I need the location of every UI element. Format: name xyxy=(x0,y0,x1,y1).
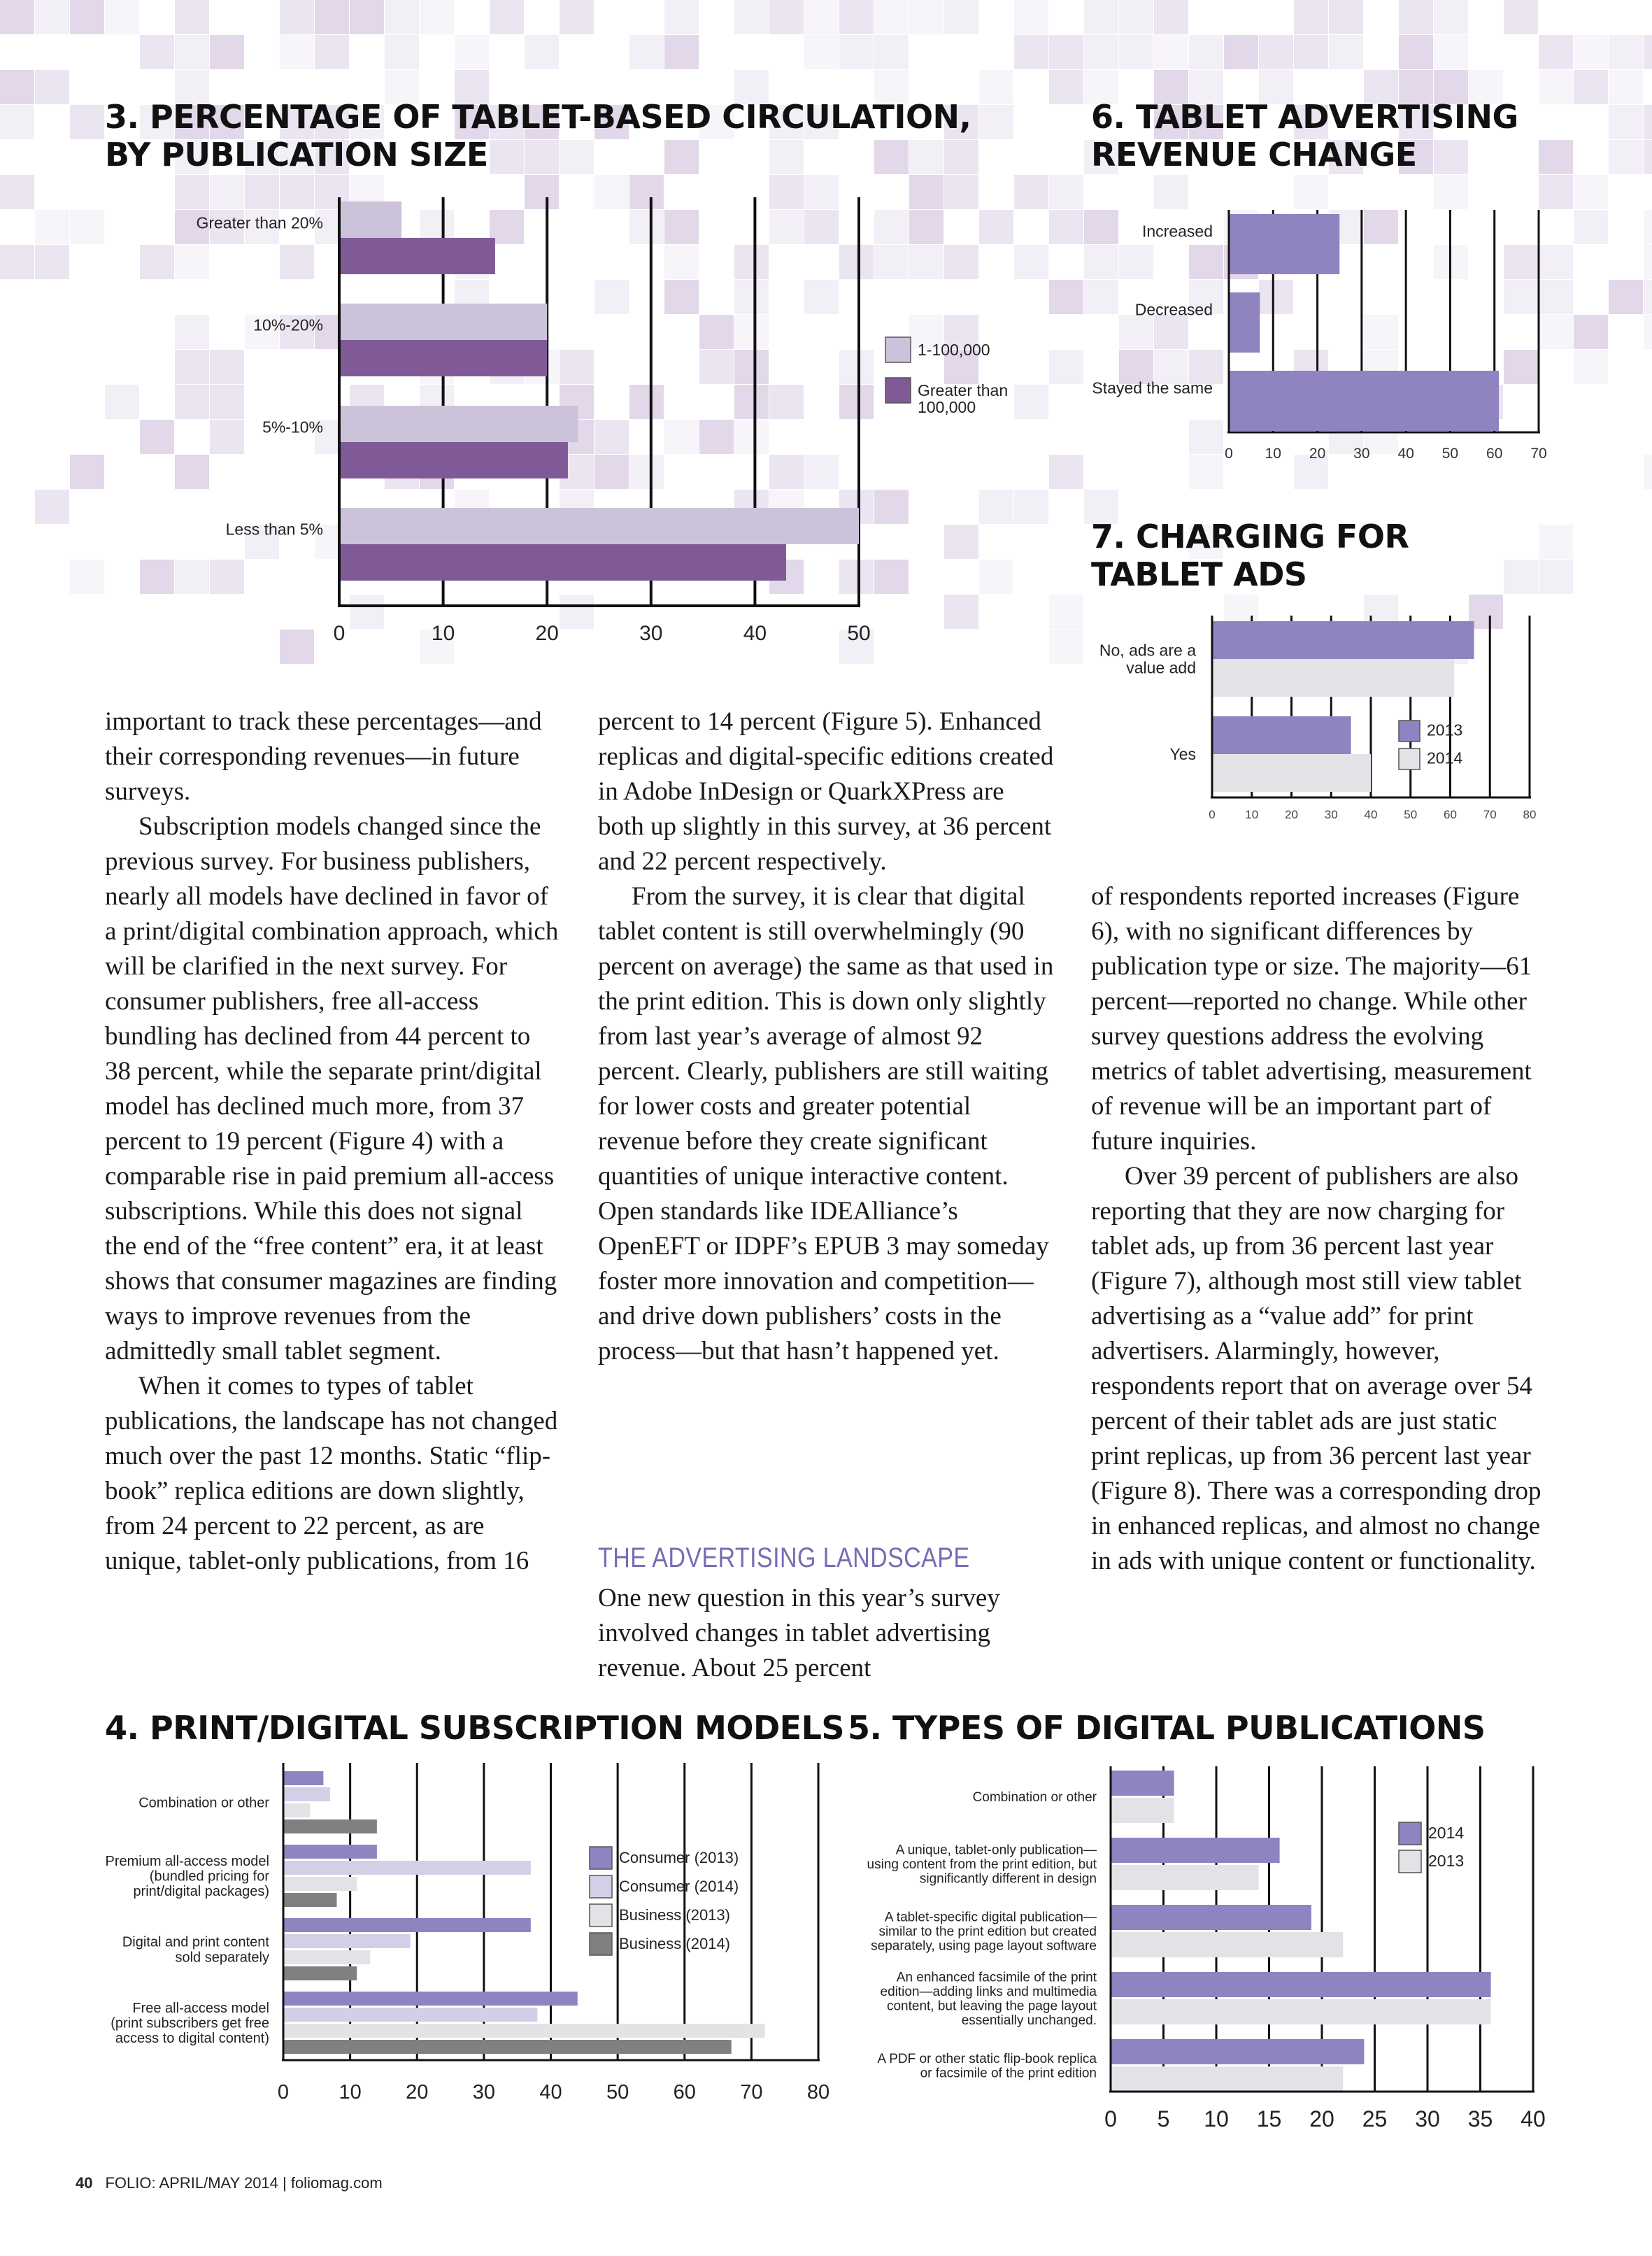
fig4-legend-swatch xyxy=(590,1933,612,1955)
fig6-bar xyxy=(1229,371,1499,431)
fig6-tick-label: 10 xyxy=(1265,446,1281,462)
fig5-bar xyxy=(1111,1905,1311,1930)
fig7-category-label: value add xyxy=(1126,658,1196,677)
fig4-bar xyxy=(283,1787,330,1801)
fig3-bar xyxy=(339,544,786,581)
fig7-legend-swatch xyxy=(1399,749,1420,769)
fig4-bar xyxy=(283,1966,357,1980)
fig6-tick-label: 40 xyxy=(1397,446,1414,462)
fig6-title-line1: 6. TABLET ADVERTISING xyxy=(1091,98,1518,136)
fig6-tick-label: 70 xyxy=(1530,446,1547,462)
fig5-category-label: similar to the print edition but created xyxy=(878,1924,1097,1940)
article-column-2-continued xyxy=(598,1581,1056,1686)
fig5-category-label: A PDF or other static flip-book replica xyxy=(877,2051,1097,2066)
fig3-category-label: 5%-10% xyxy=(262,418,323,437)
fig6-category-label: Increased xyxy=(1141,222,1213,241)
fig5-tick-label: 10 xyxy=(1204,2106,1229,2131)
col1-paragraph: important to track these percentages—and their corresponding revenues—in future surveys. xyxy=(105,707,542,806)
fig5-legend-label: 2014 xyxy=(1428,1824,1465,1843)
fig4-bar xyxy=(283,1845,377,1859)
fig3-tick-label: 0 xyxy=(333,622,346,645)
article-column-1 xyxy=(105,704,560,1579)
fig3-title-line1: 3. PERCENTAGE OF TABLET-BASED CIRCULATION, xyxy=(105,98,971,136)
fig5-bar xyxy=(1111,1932,1343,1957)
fig5-bar xyxy=(1111,1838,1280,1863)
fig7-legend-swatch xyxy=(1399,721,1420,742)
fig3-bar xyxy=(339,508,859,544)
fig7-bar xyxy=(1212,621,1474,659)
fig5-bar xyxy=(1111,1972,1491,1997)
fig5-tick-label: 25 xyxy=(1362,2106,1388,2131)
fig4-tick-label: 50 xyxy=(606,2081,629,2104)
fig7-tick-label: 10 xyxy=(1245,808,1259,821)
fig5-bar xyxy=(1111,1798,1174,1823)
fig4-tick-label: 40 xyxy=(539,2081,562,2104)
fig5-tick-label: 15 xyxy=(1256,2106,1282,2131)
fig4-tick-label: 80 xyxy=(806,2081,830,2104)
fig3-bar xyxy=(339,304,547,340)
fig5-bar xyxy=(1111,1865,1258,1890)
fig6-category-label: Stayed the same xyxy=(1092,378,1213,397)
fig5-bar xyxy=(1111,2066,1343,2092)
fig7-tick-label: 40 xyxy=(1364,808,1378,821)
page-footer xyxy=(76,2174,383,2192)
fig6-title-line2: REVENUE CHANGE xyxy=(1091,136,1417,173)
fig4-category-label: Free all-access model xyxy=(132,2000,269,2016)
fig6-tick-label: 0 xyxy=(1225,446,1233,462)
fig4-category-label: Premium all-access model xyxy=(105,1853,269,1869)
fig5-bar xyxy=(1111,2039,1364,2064)
fig4-bar xyxy=(283,1893,337,1907)
fig6-tick-label: 60 xyxy=(1486,446,1503,462)
fig4-bar xyxy=(283,1819,377,1833)
fig4-title: 4. PRINT/DIGITAL SUBSCRIPTION MODELS xyxy=(105,1709,845,1747)
fig4-legend-swatch xyxy=(590,1904,612,1927)
fig4-tick-label: 30 xyxy=(472,2081,496,2104)
fig3-category-label: 10%-20% xyxy=(253,315,323,334)
fig3-bar xyxy=(339,201,401,238)
fig5-category-label: essentially unchanged. xyxy=(961,2013,1097,2028)
fig5-legend-swatch xyxy=(1399,1822,1421,1845)
fig5-tick-label: 30 xyxy=(1415,2106,1440,2131)
fig7-bar xyxy=(1212,716,1351,754)
fig3-tick-label: 50 xyxy=(847,622,871,645)
fig5-category-label: A tablet-specific digital publication— xyxy=(884,1910,1097,1925)
fig4-bar xyxy=(283,1877,357,1891)
fig3-bar xyxy=(339,238,495,274)
fig5-legend-swatch xyxy=(1399,1850,1421,1873)
fig3-bar xyxy=(339,340,547,376)
fig4-category-label: Combination or other xyxy=(138,1795,269,1811)
fig7-bar xyxy=(1212,659,1454,697)
fig6-tick-label: 20 xyxy=(1309,446,1326,462)
fig7-category-label: No, ads are a xyxy=(1099,641,1196,660)
fig7-bar xyxy=(1212,754,1371,792)
fig4-legend-label: Consumer (2014) xyxy=(619,1878,739,1896)
fig5-category-label: edition—adding links and multimedia xyxy=(880,1984,1097,1999)
fig4-tick-label: 10 xyxy=(339,2081,362,2104)
col3-paragraph: of respondents reported increases (Figure 6), with no significant differences by publication type or size. The majority—61 percent—reported no change. While other survey questions address the evolving metrics of tablet advertising, measurement of revenue will be an important part of future inquiries. xyxy=(1091,882,1532,1156)
fig3-category-label: Greater than 20% xyxy=(196,213,323,232)
fig7-tick-label: 60 xyxy=(1444,808,1457,821)
fig3-bar xyxy=(339,406,578,442)
footer-publication-line: FOLIO: APRIL/MAY 2014 | foliomag.com xyxy=(105,2174,383,2192)
fig7-title-line1: 7. CHARGING FOR xyxy=(1091,518,1409,555)
fig5-category-label: using content from the print edition, but xyxy=(867,1857,1097,1873)
fig5-category-label: An enhanced facsimile of the print xyxy=(896,1970,1097,1985)
fig5-category-label: A unique, tablet-only publication— xyxy=(895,1843,1097,1858)
fig4-bar xyxy=(283,1861,531,1875)
fig4-legend-swatch xyxy=(590,1847,612,1869)
fig5-bar xyxy=(1111,1999,1491,2024)
section-heading: THE ADVERTISING LANDSCAPE xyxy=(598,1542,970,1573)
fig5-tick-label: 20 xyxy=(1309,2106,1334,2131)
fig4-category-label: (bundled pricing for xyxy=(149,1868,269,1885)
fig4-category-label: (print subscribers get free xyxy=(111,2015,269,2031)
fig4-legend-swatch xyxy=(590,1875,612,1898)
fig4-bar xyxy=(283,1771,323,1785)
fig4-chart xyxy=(105,1763,829,2104)
fig4-bar xyxy=(283,1803,310,1817)
fig7-tick-label: 70 xyxy=(1483,808,1497,821)
fig5-category-label: Combination or other xyxy=(972,1790,1097,1805)
fig4-bar xyxy=(283,1934,411,1948)
fig4-category-label: print/digital packages) xyxy=(133,1884,269,1900)
fig6-bar xyxy=(1229,214,1339,274)
fig5-category-label: content, but leaving the page layout xyxy=(886,1999,1097,2014)
fig4-category-label: access to digital content) xyxy=(115,2031,269,2047)
fig6-chart xyxy=(1092,210,1546,462)
fig4-category-label: Digital and print content xyxy=(122,1934,269,1950)
fig4-bar xyxy=(283,2008,537,2022)
fig3-bar xyxy=(339,442,568,478)
fig4-bar xyxy=(283,1918,531,1932)
fig4-bar xyxy=(283,2040,732,2054)
fig5-chart xyxy=(867,1766,1546,2131)
page-number: 40 xyxy=(76,2174,93,2192)
fig3-legend-swatch xyxy=(885,337,911,362)
fig7-tick-label: 20 xyxy=(1285,808,1298,821)
article-column-2 xyxy=(598,704,1056,1369)
fig4-legend-label: Business (2013) xyxy=(619,1906,730,1924)
col2-paragraph: From the survey, it is clear that digital tablet content is still overwhelmingly (90 percent on average) the same as that used in the print edition. This is down only slightly from last year’s average of almost 92 percent. Clearly, publishers are still waiting for lower costs and greater potential revenue before they create significant quantities of unique interactive content. Open standards like IDEAlliance’s OpenEFT or IDPF’s EPUB 3 may someday foster more innovation and competition—and drive down publishers’ costs in the process—but that hasn’t happened yet. xyxy=(598,882,1054,1365)
fig3-tick-label: 20 xyxy=(535,622,559,645)
fig7-category-label: Yes xyxy=(1169,745,1196,764)
fig7-chart xyxy=(1099,616,1537,821)
fig3-category-label: Less than 5% xyxy=(225,520,323,539)
fig5-bar xyxy=(1111,1771,1174,1796)
col2-paragraph: percent to 14 percent (Figure 5). Enhanced replicas and digital-specific editions created in Adobe InDesign or QuarkXPress are both up slightly in this survey, at 36 percent and 22 percent respectively. xyxy=(598,707,1054,876)
col3-paragraph: Over 39 percent of publishers are also reporting that they are now charging for tablet ads, up from 36 percent last year (Figure 7), although most still view tablet advertising as a “value add” for print advertisers. Alarmingly, however, respondents report that on average over 54 percent of their tablet ads are just static print replicas, up from 36 percent last year (Figure 8). There was a corresponding drop in enhanced replicas, and almost no change in ads with unique content or functionality. xyxy=(1091,1162,1541,1575)
fig4-legend-label: Consumer (2013) xyxy=(619,1849,739,1867)
fig3-legend-label: 1-100,000 xyxy=(918,340,990,359)
fig3-legend-label: Greater than xyxy=(918,381,1009,399)
fig4-tick-label: 60 xyxy=(673,2081,696,2104)
fig7-legend-label: 2013 xyxy=(1427,721,1463,739)
fig3-tick-label: 30 xyxy=(639,622,663,645)
fig7-tick-label: 30 xyxy=(1324,808,1338,821)
fig5-tick-label: 0 xyxy=(1104,2106,1117,2131)
fig3-title-line2: BY PUBLICATION SIZE xyxy=(105,136,488,173)
fig7-tick-label: 0 xyxy=(1209,808,1216,821)
fig3-tick-label: 10 xyxy=(431,622,455,645)
fig4-tick-label: 0 xyxy=(277,2081,290,2104)
fig7-tick-label: 80 xyxy=(1523,808,1537,821)
fig5-category-label: separately, using page layout software xyxy=(871,1938,1097,1954)
fig4-bar xyxy=(283,1950,370,1964)
fig5-tick-label: 5 xyxy=(1157,2106,1170,2131)
fig6-tick-label: 50 xyxy=(1441,446,1459,462)
col1-paragraph: When it comes to types of tablet publications, the landscape has not changed much over the past 12 months. Static “flip-book” replica editions are down slightly, from 24 percent to 22 percent, as are unique, tablet-only publications, from 16 xyxy=(105,1372,558,1575)
fig5-category-label: or facsimile of the print edition xyxy=(920,2066,1097,2081)
fig3-chart xyxy=(196,197,1008,645)
fig4-tick-label: 20 xyxy=(406,2081,429,2104)
fig3-tick-label: 40 xyxy=(743,622,767,645)
fig6-bar xyxy=(1229,292,1260,353)
fig7-legend-label: 2014 xyxy=(1427,749,1463,767)
fig4-category-label: sold separately xyxy=(175,1950,269,1966)
fig6-category-label: Decreased xyxy=(1134,300,1213,319)
fig4-bar xyxy=(283,2024,765,2038)
fig5-tick-label: 35 xyxy=(1467,2106,1493,2131)
fig7-title-line2: TABLET ADS xyxy=(1091,555,1307,593)
col1-paragraph: Subscription models changed since the previous survey. For business publishers, nearly all models have declined in favor of a print/digital combination approach, which will be clarified in the next survey. For consumer publishers, free all-access bundling has declined from 44 percent to 38 percent, while the separate print/digital model has declined much more, from 37 percent to 19 percent (Figure 4) with a comparable rise in paid premium all-access subscriptions. While this does not signal the end of the “free content” era, it at least shows that consumer magazines are finding ways to improve revenues from the admittedly small tablet segment. xyxy=(105,812,559,1365)
fig3-legend-swatch xyxy=(885,378,911,403)
fig5-title: 5. TYPES OF DIGITAL PUBLICATIONS xyxy=(848,1709,1486,1747)
fig4-legend-label: Business (2014) xyxy=(619,1935,730,1953)
fig5-category-label: significantly different in design xyxy=(919,1871,1097,1887)
article-column-3 xyxy=(1091,879,1549,1579)
fig7-tick-label: 50 xyxy=(1404,808,1418,821)
fig6-tick-label: 30 xyxy=(1353,446,1370,462)
fig4-bar xyxy=(283,1992,578,2006)
fig5-tick-label: 40 xyxy=(1521,2106,1546,2131)
fig4-tick-label: 70 xyxy=(740,2081,763,2104)
col2-paragraph: One new question in this year’s survey involved changes in tablet advertising revenue. About 25 percent xyxy=(598,1584,1000,1682)
fig5-legend-label: 2013 xyxy=(1428,1852,1465,1871)
fig3-legend-label: 100,000 xyxy=(918,398,976,417)
